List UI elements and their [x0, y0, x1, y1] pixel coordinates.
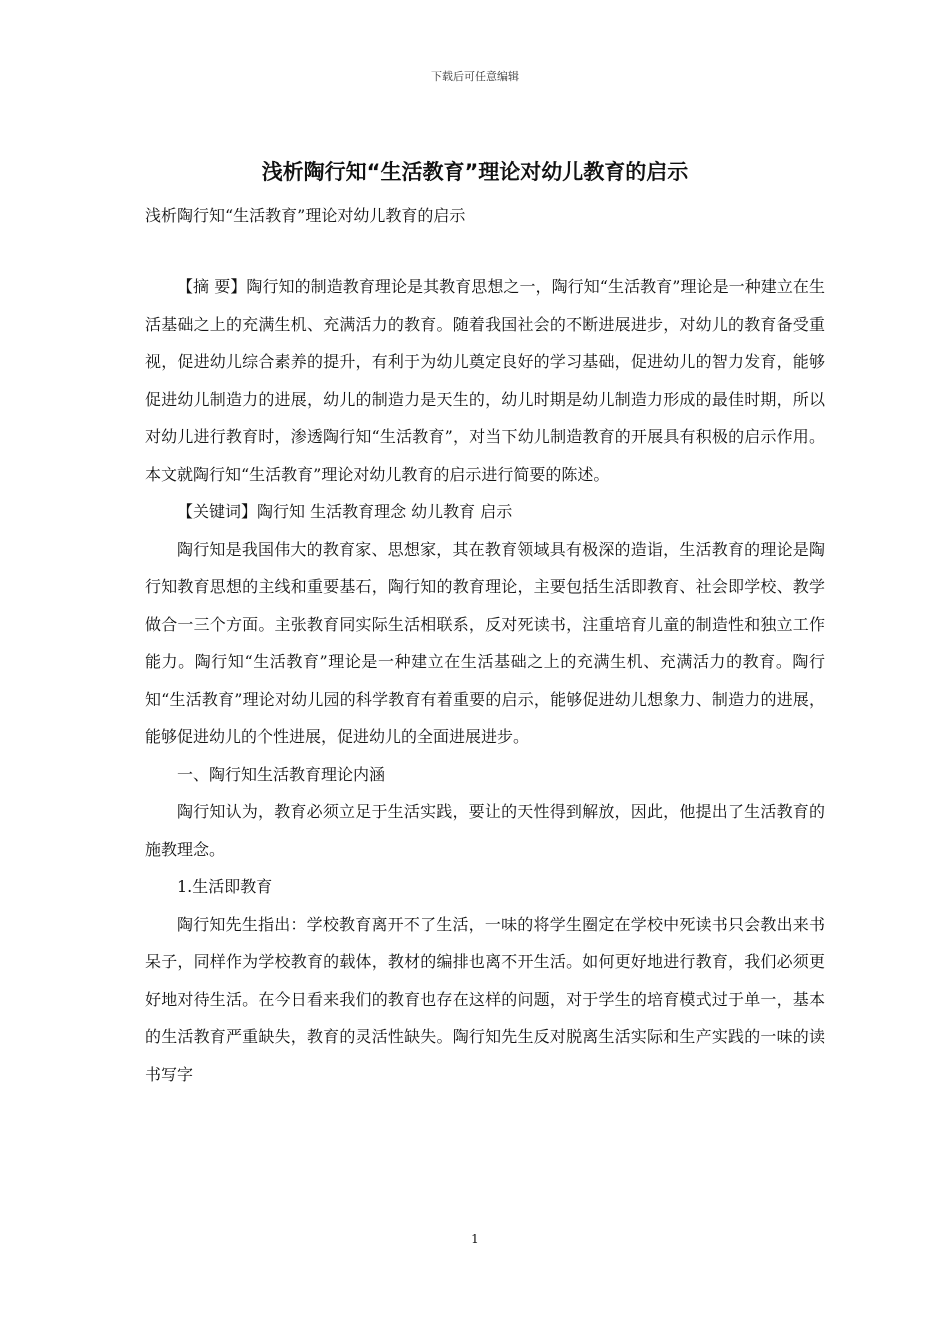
intro-paragraph: 陶行知是我国伟大的教育家、思想家，其在教育领域具有极深的造诣，生活教育的理论是陶行知教育思想的主线和重要基石，陶行知的教育理论，主要包括生活即教育、社会即学校、教学做合一三个方面。主张教育同实际生活相联系，反对死读书，注重培育儿童的制造性和独立工作能力。陶行知“生活教育”理论是一种建立在生活基础之上的充满生机、充满活力的教育。陶行知“生活教育”理论对幼儿园的科学教育有着重要的启示，能够促进幼儿想象力、制造力的进展，能够促进幼儿的个性进展，促进幼儿的全面进展进步。 [145, 539, 825, 746]
abstract-paragraph: 【摘 要】陶行知的制造教育理论是其教育思想之一，陶行知“生活教育”理论是一种建立在生活基础之上的充满生机、充满活力的教育。随着我国社会的不断进展进步，对幼儿的教育备受重视，促进幼儿综合素养的提升，有利于为幼儿奠定良好的学习基础，促进幼儿的智力发育，能够促进幼儿制造力的进展，幼儿的制造力是天生的，幼儿时期是幼儿制造力形成的最佳时期，所以对幼儿进行教育时，渗透陶行知“生活教育”，对当下幼儿制造教育的开展具有积极的启示作用。本文就陶行知“生活教育”理论对幼儿教育的启示进行简要的陈述。 [145, 277, 825, 484]
document-body [145, 268, 825, 1093]
section-heading: 一、陶行知生活教育理论内涵 [177, 764, 386, 784]
header-note: 下载后可任意编辑 [431, 70, 519, 83]
document-title: 浅析陶行知“生活教育”理论对幼儿教育的启示 [261, 160, 689, 184]
keywords-paragraph: 【关键词】陶行知 生活教育理念 幼儿教育 启示 [177, 502, 513, 521]
section-paragraph: 陶行知认为，教育必须立足于生活实践，要让的天性得到解放，因此，他提出了生活教育的施教理念。 [145, 802, 825, 859]
subsection-heading: 1.生活即教育 [177, 877, 273, 896]
subsection-paragraph: 陶行知先生指出：学校教育离开不了生活，一味的将学生圈定在学校中死读书只会教出来书呆子，同样作为学校教育的载体，教材的编排也离不开生活。如何更好地进行教育，我们必须更好地对待生活。在今日看来我们的教育也存在这样的问题，对于学生的培育模式过于单一，基本的生活教育严重缺失，教育的灵活性缺失。陶行知先生反对脱离生活实际和生产实践的一味的读书写字 [145, 914, 825, 1084]
page-number: 1 [471, 1232, 479, 1246]
document-subtitle: 浅析陶行知“生活教育”理论对幼儿教育的启示 [145, 206, 466, 225]
